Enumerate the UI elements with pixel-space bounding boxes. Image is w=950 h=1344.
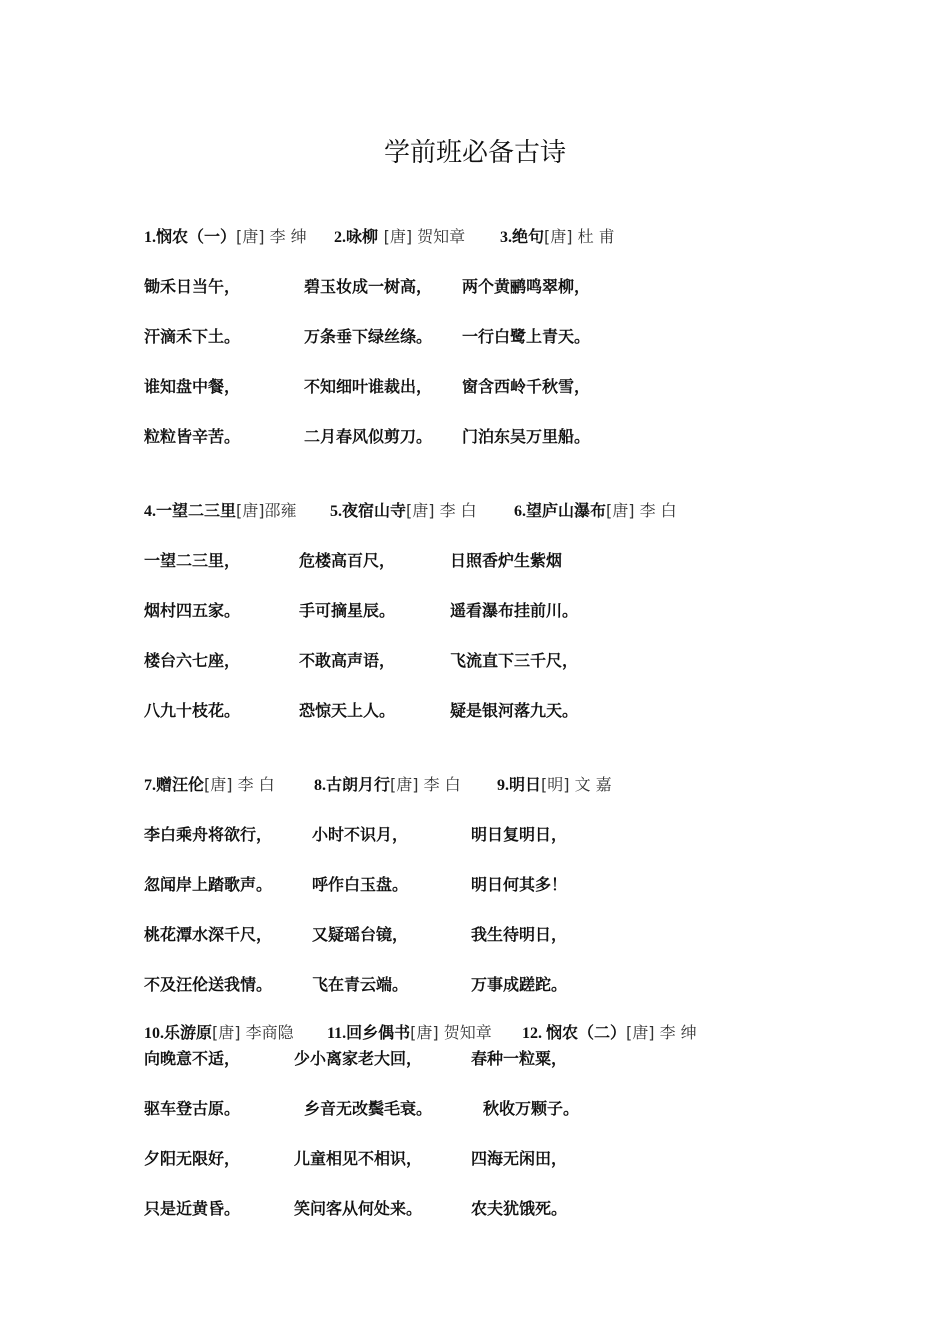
poem-heading <box>314 774 461 797</box>
verse-line: 夕阳无限好， <box>144 1149 241 1168</box>
poem-author: [唐] 李 绅 <box>236 227 307 246</box>
poem-author: [唐] 李 白 <box>606 501 677 520</box>
verse-line: 明日复明日， <box>471 825 568 844</box>
verse-line: 笑问客从何处来。 <box>294 1199 423 1218</box>
poem-number: 12. <box>522 1025 546 1042</box>
poem-heading <box>522 1022 697 1045</box>
poem-number: 4. <box>144 503 156 520</box>
poem-author: [明] 文 嘉 <box>541 775 612 794</box>
verse-line: 又疑瑶台镜， <box>312 925 409 944</box>
verse-line: 我生待明日， <box>471 925 568 944</box>
verse-line: 遥看瀑布挂前川。 <box>450 601 579 620</box>
verse-line: 八九十枝花。 <box>144 701 241 720</box>
verse-line: 恐惊天上人。 <box>299 701 396 720</box>
poem-heading <box>514 500 677 523</box>
verse-line: 小时不识月， <box>312 825 409 844</box>
verse-line: 不及汪伦送我情。 <box>144 975 273 994</box>
verse-line: 儿童相见不相识， <box>294 1149 423 1168</box>
poem-author: [唐] 李商隐 <box>212 1023 294 1042</box>
verse-line: 飞在青云端。 <box>312 975 409 994</box>
poem-author: [唐] 贺知章 <box>410 1023 492 1042</box>
poem-heading <box>144 226 307 249</box>
poem-author: [唐] 李 白 <box>406 501 477 520</box>
poem-number: 2. <box>334 229 346 246</box>
page-title: 学前班必备古诗 <box>383 138 566 168</box>
poem-title: 古朗月行 <box>326 775 391 794</box>
poem-title: 赠汪伦 <box>156 775 205 794</box>
poem-author: [唐] 贺知章 <box>383 227 466 246</box>
poem-title: 夜宿山寺 <box>342 501 407 520</box>
verse-line: 春种一粒粟， <box>471 1049 568 1068</box>
verse-line: 烟村四五家。 <box>144 601 241 620</box>
poem-title: 乐游原 <box>164 1023 213 1042</box>
verse-line: 锄禾日当午， <box>144 277 241 296</box>
verse-line: 谁知盘中餐， <box>144 377 241 396</box>
poem-title: 悯农（二） <box>546 1023 627 1042</box>
poem-title: 望庐山瀑布 <box>526 501 607 520</box>
poem-number: 5. <box>330 503 342 520</box>
poem-heading <box>144 1022 294 1045</box>
verse-line: 窗含西岭千秋雪， <box>462 377 591 396</box>
verse-line: 碧玉妆成一树高， <box>304 277 433 296</box>
poem-heading <box>497 774 612 797</box>
verse-line: 手可摘星辰。 <box>299 601 396 620</box>
poem-heading <box>500 226 615 249</box>
poem-author: [唐] 李 白 <box>390 775 461 794</box>
verse-line: 不知细叶谁裁出， <box>304 377 433 396</box>
verse-line: 疑是银河落九天。 <box>450 701 579 720</box>
poem-title: 绝句 <box>512 227 545 246</box>
verse-line: 呼作白玉盘。 <box>312 875 409 894</box>
verse-line: 两个黄鹂鸣翠柳， <box>462 277 591 296</box>
verse-line: 二月春风似剪刀。 <box>304 427 433 446</box>
verse-line: 只是近黄昏。 <box>144 1199 241 1218</box>
verse-line: 一望二三里， <box>144 551 241 570</box>
poem-number: 1. <box>144 229 156 246</box>
poem-title: 回乡偶书 <box>346 1023 411 1042</box>
verse-line: 粒粒皆辛苦。 <box>144 427 241 446</box>
verse-line: 李白乘舟将欲行， <box>144 825 273 844</box>
verse-line: 农夫犹饿死。 <box>471 1199 568 1218</box>
poem-number: 9. <box>497 777 509 794</box>
verse-line: 桃花潭水深千尺， <box>144 925 273 944</box>
verse-line: 驱车登古原。 <box>144 1099 241 1118</box>
verse-line: 门泊东吴万里船。 <box>462 427 591 446</box>
verse-line: 危楼高百尺， <box>299 551 396 570</box>
verse-line: 乡音无改鬓毛衰。 <box>304 1099 433 1118</box>
poem-title: 悯农（一） <box>156 227 237 246</box>
verse-line: 万事成蹉跎。 <box>471 975 568 994</box>
verse-line: 秋收万颗子。 <box>483 1099 580 1118</box>
verse-line: 向晚意不适， <box>144 1049 241 1068</box>
verse-line: 四海无闲田， <box>471 1149 568 1168</box>
poem-author: [唐] 杜 甫 <box>544 227 615 246</box>
poem-heading <box>144 500 297 523</box>
poem-author: [唐]邵雍 <box>236 501 297 520</box>
verse-line: 忽闻岸上踏歌声。 <box>144 875 273 894</box>
poem-number: 11. <box>327 1025 347 1042</box>
poem-number: 6. <box>514 503 526 520</box>
poem-number: 10. <box>144 1025 164 1042</box>
verse-line: 少小离家老大回， <box>294 1049 423 1068</box>
verse-line: 日照香炉生紫烟 <box>450 551 563 570</box>
verse-line: 汗滴禾下土。 <box>144 327 241 346</box>
poem-number: 7. <box>144 777 156 794</box>
verse-line: 一行白鹭上青天。 <box>462 327 591 346</box>
verse-line: 楼台六七座， <box>144 651 241 670</box>
poem-author: [唐] 李 绅 <box>626 1023 697 1042</box>
poem-number: 3. <box>500 229 512 246</box>
poem-heading <box>144 774 275 797</box>
poem-number: 8. <box>314 777 326 794</box>
verse-line: 明日何其多！ <box>471 875 568 894</box>
verse-line: 万条垂下绿丝绦。 <box>304 327 433 346</box>
verse-line: 不敢高声语， <box>299 651 396 670</box>
poem-title: 明日 <box>509 775 542 794</box>
poem-title: 一望二三里 <box>156 501 237 520</box>
poem-title: 咏柳 <box>346 227 384 246</box>
poem-heading <box>334 226 465 249</box>
poem-author: [唐] 李 白 <box>204 775 275 794</box>
poem-heading <box>330 500 477 523</box>
poem-heading <box>327 1022 492 1045</box>
verse-line: 飞流直下三千尺， <box>450 651 579 670</box>
